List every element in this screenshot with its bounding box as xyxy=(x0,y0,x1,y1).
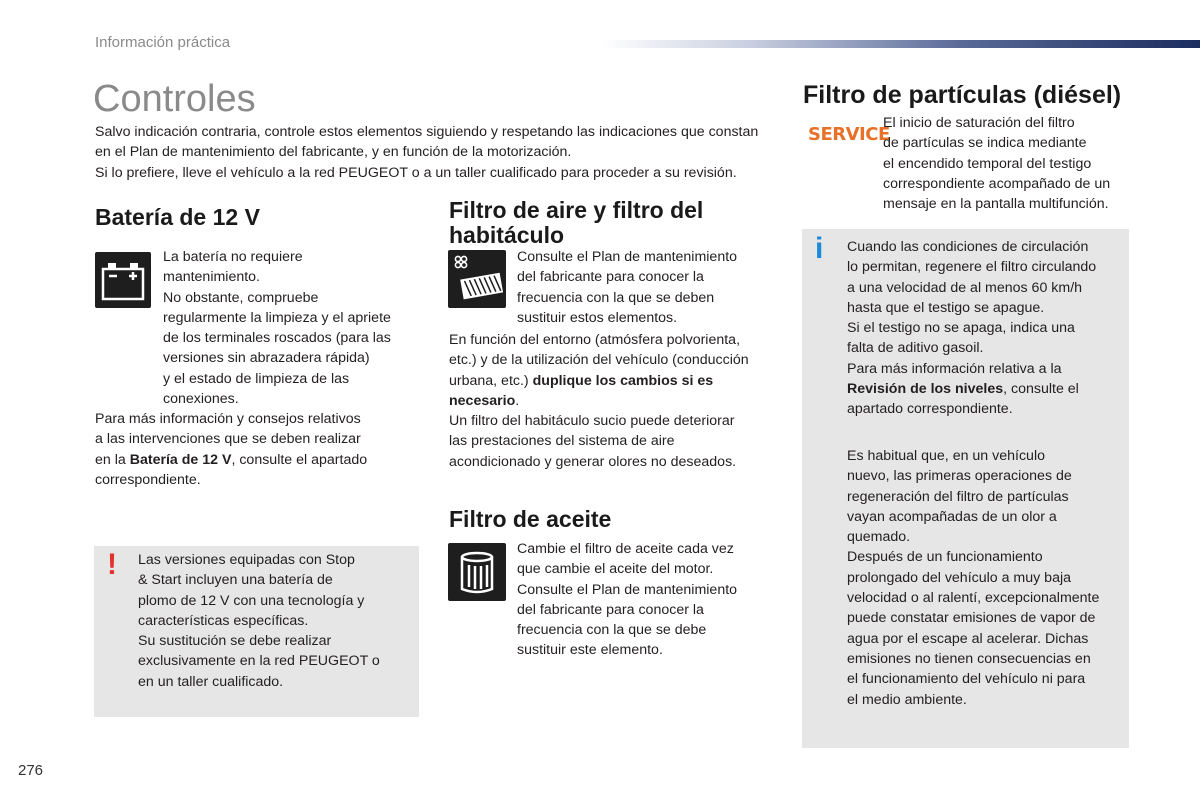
oil-filter-icon xyxy=(448,543,506,601)
info-line: a una velocidad de al menos 60 km/h xyxy=(847,279,1083,296)
oil-filter-line: Cambie el filtro de aceite cada vez xyxy=(517,541,734,557)
air-filter-para-line xyxy=(449,371,789,391)
battery-more-line: correspondiente. xyxy=(95,471,201,488)
air-filter-para-line xyxy=(449,391,789,411)
warning-line: plomo de 12 V con una tecnología y xyxy=(138,592,365,609)
text-span: . xyxy=(515,392,520,409)
text-span: en la xyxy=(95,451,130,468)
particle-filter-line: de partículas se indica mediante xyxy=(883,135,1087,152)
intro-paragraph-2: Si lo prefiere, lleve el vehículo a la red PEUGEOT o a un taller cualificado para proceder a su revisión. xyxy=(95,164,737,181)
air-filter-heading-line: Filtro de aire y filtro del xyxy=(449,197,704,223)
battery-heading: Batería de 12 V xyxy=(95,204,260,230)
particle-info-text xyxy=(847,237,1127,420)
battery-more-line: Para más información y consejos relativos xyxy=(95,411,361,427)
battery-link-text: Batería de 12 V xyxy=(129,451,232,468)
info-line: el medio ambiente. xyxy=(847,691,967,708)
header-gradient-bar xyxy=(600,40,1200,48)
air-filter-line: Consulte el Plan de mantenimiento xyxy=(517,249,738,265)
warning-line: características específicas. xyxy=(138,612,309,629)
oil-filter-description xyxy=(517,539,777,661)
air-filter-description xyxy=(517,247,777,328)
air-filter-line: del fabricante para conocer la xyxy=(517,269,704,286)
intro xyxy=(95,122,775,183)
info-icon: i xyxy=(815,232,824,265)
oil-filter-line: frecuencia con la que se debe xyxy=(517,622,707,639)
air-filter-para-line: las prestaciones del sistema de aire xyxy=(449,433,675,450)
warning-line: & Start incluyen una batería de xyxy=(138,572,333,589)
info-line: Cuando las condiciones de circulación xyxy=(847,239,1089,255)
air-filter-para-line: Un filtro del habitáculo sucio puede deteriorar xyxy=(449,413,735,430)
bold-text: Revisión de los niveles xyxy=(847,381,1004,398)
air-filter-para-line: acondicionado y generar olores no deseados. xyxy=(449,453,737,470)
air-filter-heading xyxy=(449,198,703,248)
info-line xyxy=(847,379,1127,399)
battery-line: mantenimiento. xyxy=(163,269,260,286)
service-icon: SERVICE xyxy=(808,124,890,145)
oil-filter-line: Consulte el Plan de mantenimiento xyxy=(517,581,738,598)
particle-filter-heading: Filtro de partículas (diésel) xyxy=(803,81,1122,109)
info-line: falta de aditivo gasoil. xyxy=(847,340,984,357)
battery-more-line: a las intervenciones que se deben realizar xyxy=(95,431,361,448)
battery-line: regularmente la limpieza y el apriete xyxy=(163,309,391,326)
warning-line: exclusivamente en la red PEUGEOT o xyxy=(138,653,380,670)
text-span: , consulte el xyxy=(1003,381,1079,398)
oil-filter-line: sustituir este elemento. xyxy=(517,642,663,659)
warning-line: Su sustitución se debe realizar xyxy=(138,633,332,650)
particle-filter-line: correspondiente acompañado de un xyxy=(883,175,1111,192)
air-filter-line: frecuencia con la que se deben xyxy=(517,289,715,306)
particle-info-text-2 xyxy=(847,446,1127,710)
info-line: apartado correspondiente. xyxy=(847,401,1013,418)
info-line: lo permitan, regenere el filtro circulando xyxy=(847,259,1097,276)
info-line: puede constatar emisiones de vapor de xyxy=(847,610,1096,627)
particle-filter-description xyxy=(883,113,1143,214)
info-line: el funcionamiento del vehículo ni para xyxy=(847,671,1086,688)
info-line: prolongado del vehículo a muy baja xyxy=(847,569,1072,586)
info-line: Si el testigo no se apaga, indica una xyxy=(847,320,1075,337)
battery-line: conexiones. xyxy=(163,391,239,408)
info-line: vayan acompañadas de un olor a xyxy=(847,508,1057,525)
battery-icon xyxy=(95,252,151,308)
air-filter-line: sustituir estos elementos. xyxy=(517,309,678,326)
info-line: emisiones no tienen consecuencias en xyxy=(847,650,1091,667)
info-line: agua por el escape al acelerar. Dichas xyxy=(847,630,1089,647)
air-filter-icon xyxy=(448,250,506,308)
air-filter-heading-line: habitáculo xyxy=(449,222,565,248)
intro-paragraph-1: Salvo indicación contraria, controle estos elementos siguiendo y respetando las indicaciones que constan en el Plan de mantenimiento del fabricante, y en función de la motorización. xyxy=(95,124,759,161)
battery-line: y el estado de limpieza de las xyxy=(163,370,350,387)
warning-icon: ! xyxy=(107,548,117,581)
particle-filter-line: El inicio de saturación del filtro xyxy=(883,115,1075,131)
battery-line: La batería no requiere xyxy=(163,249,303,265)
warning-line: Las versiones equipadas con Stop xyxy=(138,552,355,568)
page-number: 276 xyxy=(18,762,44,779)
text-span: , consulte el apartado xyxy=(231,451,368,468)
particle-filter-line: el encendido temporal del testigo xyxy=(883,155,1092,172)
page-title: Controles xyxy=(93,78,256,120)
warning-line: en un taller cualificado. xyxy=(138,673,284,690)
info-line: Para más información relativa a la xyxy=(847,360,1062,377)
info-line: Después de un funcionamiento xyxy=(847,549,1043,566)
air-filter-paragraph xyxy=(449,330,789,472)
info-line: Es habitual que, en un vehículo xyxy=(847,448,1045,464)
battery-line: versiones sin abrazadera rápida) xyxy=(163,350,370,367)
info-line: hasta que el testigo se apague. xyxy=(847,299,1045,316)
battery-more-info xyxy=(95,409,415,490)
battery-warning-text xyxy=(138,550,413,692)
bold-text: duplique los cambios si es xyxy=(532,372,714,389)
info-line: quemado. xyxy=(847,529,911,546)
particle-filter-line: mensaje en la pantalla multifunción. xyxy=(883,196,1109,213)
battery-line: de los terminales roscados (para las xyxy=(163,330,391,347)
text-span: urbana, etc.) xyxy=(449,372,533,389)
oil-filter-line: del fabricante para conocer la xyxy=(517,601,704,618)
info-line: nuevo, las primeras operaciones de xyxy=(847,468,1072,485)
info-line: velocidad o al ralentí, excepcionalmente xyxy=(847,590,1100,607)
air-filter-para-line: etc.) y de la utilización del vehículo (conducción xyxy=(449,352,749,369)
battery-description xyxy=(163,247,423,409)
section-label: Información práctica xyxy=(95,34,231,51)
battery-more-line xyxy=(95,450,415,470)
air-filter-para-line: En función del entorno (atmósfera polvorienta, xyxy=(449,332,741,348)
battery-line: No obstante, compruebe xyxy=(163,289,319,306)
bold-text: necesario xyxy=(449,392,516,409)
oil-filter-line: que cambie el aceite del motor. xyxy=(517,561,714,578)
oil-filter-heading: Filtro de aceite xyxy=(449,506,612,532)
info-line: regeneración del filtro de partículas xyxy=(847,488,1069,505)
